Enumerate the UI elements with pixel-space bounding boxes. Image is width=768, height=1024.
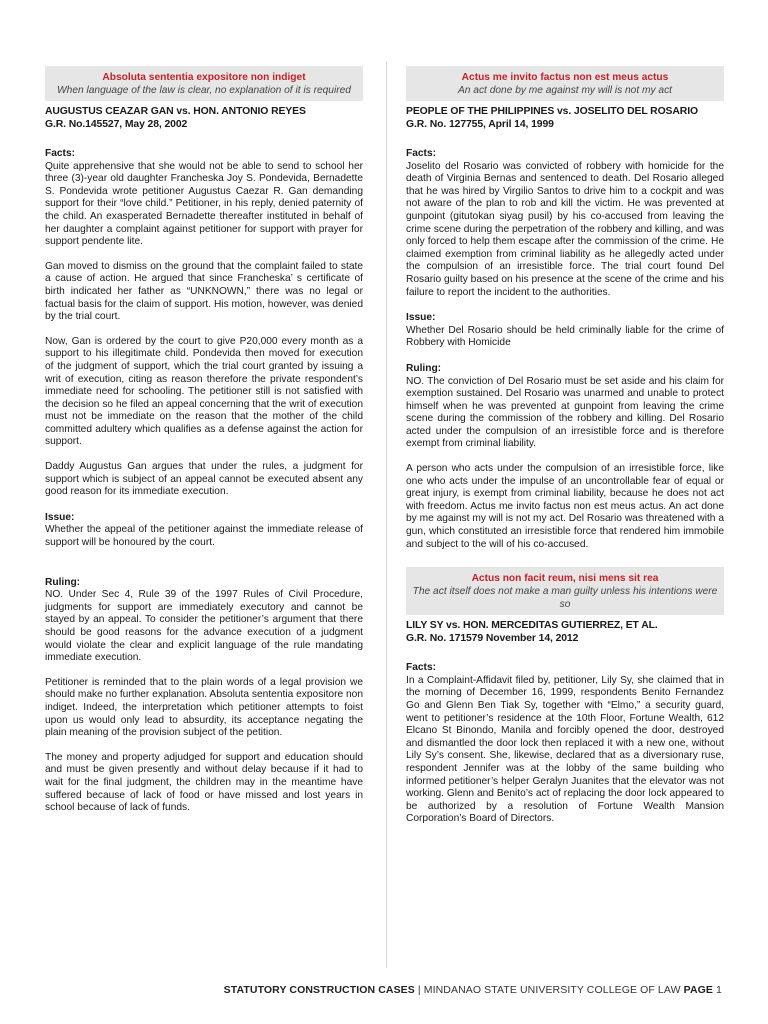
ruling-label: Ruling: — [45, 576, 81, 588]
case-title: LILY SY vs. HON. MERCEDITAS GUTIERREZ, ET AL. — [406, 620, 658, 632]
maxim-box — [406, 66, 724, 101]
footer-title: STATUTORY CONSTRUCTION CASES — [223, 984, 415, 996]
facts-label: Facts: — [45, 148, 76, 159]
ruling-paragraph: NO. Under Sec 4, Rule 39 of the 1997 Rules of Civil Procedure, judgments for support are immediately executory and cannot be stayed by an appeal. To consider the petitioner’s argument that there should be good reasons for the advance execution of a judgment would violate the clear and explicit language of the rule mandating immediate execution. — [45, 589, 363, 664]
issue-label: Issue: — [45, 511, 75, 523]
facts-paragraph: Daddy Augustus Gan argues that under the rules, a judgment for support which is subject of an appeal cannot be executed absent any good reason for its immediate execution. — [45, 461, 363, 498]
page-footer — [224, 984, 722, 996]
right-column — [406, 66, 724, 826]
case-number: G.R. No. 171579 November 14, 2012 — [406, 633, 579, 645]
facts-paragraph: Now, Gan is ordered by the court to give P20,000 every month as a support to his illegitimate child. Pondevida then moved for execution of the judgment of support, which the trial court granted by issuing a writ of execution, citing as reason therefore the private respondent’s immediate need for schooling. The petitioner still is not satisfied with the decision so he filed an appeal concerning that the writ of execution must not be immediate on the reason that the mother of the child committed adultery which qualifies as a defense against the action for support. — [45, 335, 363, 448]
column-divider — [386, 62, 387, 968]
facts-paragraph: Quite apprehensive that she would not be able to send to school her three (3)-year old daughter Francheska Joy S. Pondevida, Bernadette S. Pondevida wrote petitioner Augustus Caezar R. Gan demanding support for their “love child.” Petitioner, in his reply, denied paternity of the child. An exasperated Bernadette thereafter instituted in behalf of her daughter a complaint against petitioner for support with prayer for support pendente lite. — [45, 160, 363, 248]
maxim-box — [45, 66, 363, 101]
issue-text: Whether the appeal of the petitioner against the immediate release of support will be honoured by the court. — [45, 524, 363, 549]
footer-separator: | — [414, 984, 424, 996]
maxim-translation: An act done by me against my will is not my act — [457, 85, 673, 96]
facts-paragraph: In a Complaint-Affidavit filed by, petitioner, Lily Sy, she claimed that in the morning of December 16, 1999, respondents Benito Fernandez Go and Glenn Ben Tiak Sy, together with “Elmo,” a security guard, went to petitioner’s residence at the 10th Floor, Fortune Wealth, 612 Elcano St Binondo, Manila and forcibly opened the door, destroyed and dismantled the door lock then replaced it with a new one, without Lily Sy’s consent. She, likewise, declared that as a diversionary ruse, respondent Jennifer was at the lobby of the same building who informed petitioner’s helper Geralyn Juanites that the elevator was not working. Glenn and Benito’s act of replacing the door lock appeared to be authorized by a resolution of Fortune Wealth Mansion Corporation’s Board of Directors. — [406, 674, 724, 825]
issue-text: Whether Del Rosario should be held criminally liable for the crime of Robbery with Homicide — [406, 324, 724, 349]
maxim-translation: When language of the law is clear, no explanation of it is required — [57, 85, 351, 96]
footer-page-label: PAGE — [683, 984, 714, 996]
case-number: G.R. No. 127755, April 14, 1999 — [406, 119, 554, 130]
facts-paragraph: Joselito del Rosario was convicted of robbery with homicide for the death of Virginia Bernas and sentenced to death. Del Rosario alleged that he was hired by Virgilio Santos to drive him to a cockpit and was not aware of the plan to rob and kill the victim. He was prevented at gunpoint (gitutokan siyag pusil) by his co-accused from leaving the crime scene during the perpetration of the robbery and killing, and was only forced to help them escape after the commission of the crime. He claimed exemption from criminal liability as he allegedly acted under the compulsion of an irresistible force. The trial court found Del Rosario guilty based on his presence at the scene of the crime and his failure to report the incident to the authorities. — [406, 160, 724, 298]
ruling-paragraph: NO. The conviction of Del Rosario must be set aside and his claim for exemption sustained. Del Rosario was unarmed and unable to protect himself when he was prevented at gunpoint from leaving the crime scene during the commission of the robbery and killing. Del Rosario acted under the compulsion of an irresistible force and is therefore exempt from criminal liability. — [406, 375, 724, 450]
ruling-paragraph: A person who acts under the compulsion of an irresistible force, like one who acts under the impulse of an uncontrollable fear of equal or great injury, is exempt from criminal liability, because he does not act with freedom. Actus me invito factus non est meus actus. An act done by me against my will is not my act. Del Rosario was threatened with a gun, which constituted an irresistible force that rendered him immobile and subject to the will of his co-accused. — [406, 463, 724, 550]
maxim-latin: Actus me invito factus non est meus actus — [461, 72, 669, 83]
left-column — [45, 66, 363, 815]
maxim-latin: Actus non facit reum, nisi mens sit rea — [471, 573, 659, 585]
case-title: PEOPLE OF THE PHILIPPINES vs. JOSELITO DEL ROSARIO — [406, 106, 698, 117]
issue-label: Issue: — [406, 312, 436, 324]
case-number: G.R. No.145527, May 28, 2002 — [45, 119, 188, 130]
maxim-latin: Absoluta sententia expositore non indiget — [102, 72, 306, 83]
facts-paragraph: Gan moved to dismiss on the ground that the complaint failed to state a cause of action. He argued that since Francheska’ s certificate of birth indicated her father as “UNKNOWN,” there was no legal or factual basis for the claim of support. His motion, however, was denied by the trial court. — [45, 260, 363, 323]
maxim-translation: The act itself does not make a man guilty unless his intentions were so — [412, 586, 718, 611]
case-title: AUGUSTUS CEAZAR GAN vs. HON. ANTONIO REYES — [45, 106, 306, 117]
ruling-paragraph: The money and property adjudged for support and education should and must be given presently and without delay because if it had to wait for the final judgment, the children may in the meantime have suffered because of lack of food or have missed and lost years in school because of lack of funds. — [45, 751, 363, 814]
maxim-box — [406, 567, 724, 615]
facts-label: Facts: — [406, 148, 437, 159]
footer-institution: MINDANAO STATE UNIVERSITY COLLEGE OF LAW — [423, 984, 681, 996]
facts-label: Facts: — [406, 662, 437, 674]
footer-page-number: 1 — [716, 984, 722, 996]
ruling-label: Ruling: — [406, 362, 442, 374]
ruling-paragraph: Petitioner is reminded that to the plain words of a legal provision we should make no further explanation. Absoluta sententia expositore non indiget. Indeed, the interpretation which petitioner attempts to foist upon us would only lead to absurdity, its acceptance negating the plain meaning of the provision subject of the petition. — [45, 676, 363, 739]
